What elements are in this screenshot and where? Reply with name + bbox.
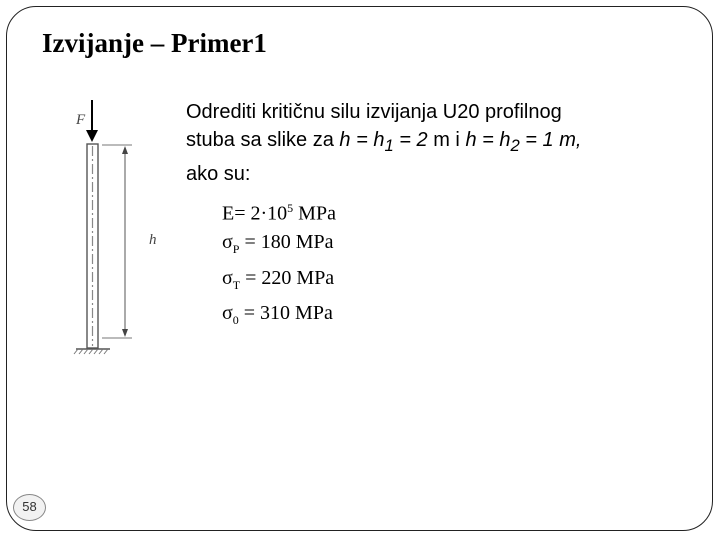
fixed-support [74,349,110,354]
height-label: h [149,232,157,248]
statement-text: stuba sa slike za [186,129,340,151]
h1-text: h = h [339,129,385,151]
parameter-list [222,194,336,335]
param-subscript: T [232,277,241,292]
param-subscript: P [232,242,240,257]
param-value: = 310 MPa [238,302,333,325]
statement-line-3: ako su: [186,163,251,185]
force-arrow-head [86,130,98,142]
problem-statement [186,98,686,188]
slide-title: Izvijanje – Primer1 [42,28,267,58]
param-elastic-modulus [222,194,336,228]
h2-subscript: 2 [510,136,520,155]
sigma-symbol: σ [222,266,233,289]
h2-value: = 1 m, [519,129,582,151]
param-unit: MPa [293,202,336,225]
param-sigma-0 [222,299,336,335]
param-subscript: 0 [232,313,239,328]
statement-text: m i [433,129,466,151]
statement-line-2 [186,126,686,160]
h1-subscript: 1 [384,136,394,155]
sigma-symbol: σ [222,302,233,325]
param-sigma-t [222,264,336,300]
param-text: · [260,202,268,225]
force-label: F [76,112,86,128]
page-number-badge: 58 [13,494,46,521]
column-diagram [60,98,170,358]
h1-value: = 2 [393,129,434,151]
statement-line-1: Odrediti kritičnu silu izvijanja U20 profilnog [186,101,562,123]
param-value: = 180 MPa [239,231,334,254]
param-value: = 220 MPa [240,266,335,289]
param-exponent: 5 [287,201,294,215]
dimension-arrow-bottom [122,329,128,337]
param-sigma-p [222,228,336,264]
h1-expression [339,129,434,155]
dimension-arrow-top [122,146,128,154]
h2-text: h = h [465,129,511,151]
h2-expression [465,129,582,155]
param-text: 10 [267,202,288,225]
param-text: E= 2 [222,202,261,225]
sigma-symbol: σ [222,231,233,254]
